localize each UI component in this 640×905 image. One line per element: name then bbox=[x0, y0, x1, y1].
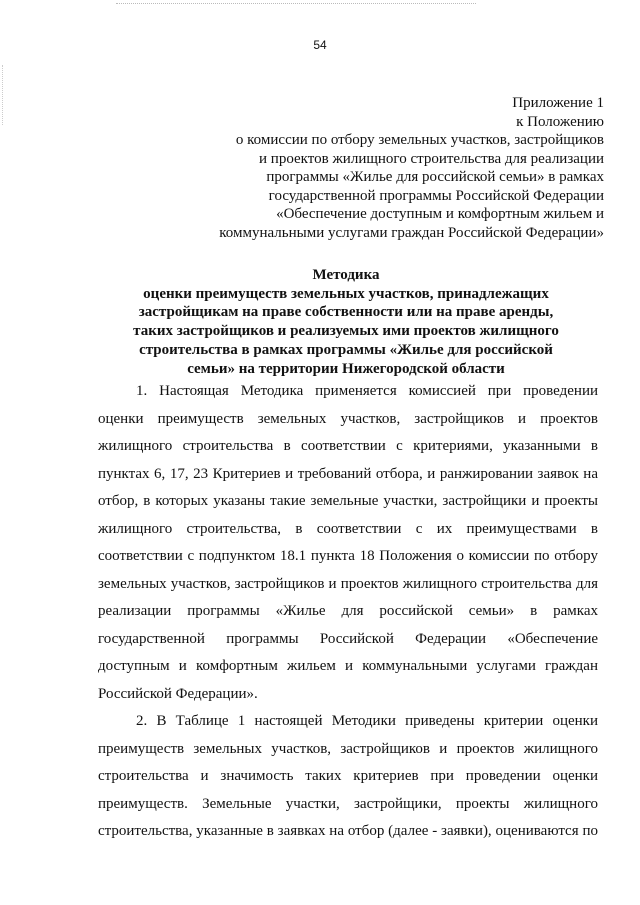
text-line: строительства и значимость таких критериев при проведении оценки bbox=[98, 768, 598, 784]
appendix-line: и проектов жилищного строительства для реализации bbox=[259, 150, 604, 167]
text-line: пунктах 6, 17, 23 Критериев и требований отбора, и ранжировании заявок на bbox=[98, 465, 598, 482]
appendix-line: Приложение 1 bbox=[512, 95, 604, 111]
appendix-header bbox=[164, 94, 604, 242]
scan-border-top bbox=[116, 3, 476, 4]
body-text bbox=[98, 378, 598, 846]
title-line: оценки преимуществ земельных участков, принадлежащих bbox=[143, 285, 549, 302]
text-line: отбор, в которых указаны такие земельные участки, застройщики и проекты bbox=[98, 493, 598, 509]
appendix-line: «Обеспечение доступным и комфортным жильем и bbox=[276, 206, 604, 222]
appendix-line: к Положению bbox=[516, 113, 604, 130]
title-line: семьи» на территории Нижегородской области bbox=[187, 360, 505, 377]
appendix-line: государственной программы Российской Федерации bbox=[268, 187, 604, 204]
text-line: соответствии с подпунктом 18.1 пункта 18 Положения о комиссии по отбору bbox=[98, 548, 598, 564]
title-line: застройщикам на праве собственности или на праве аренды, bbox=[138, 304, 554, 321]
paragraph-1 bbox=[98, 378, 598, 708]
text-line: реализации программы «Жилье для российской семьи» в рамках bbox=[98, 603, 598, 619]
text-line: жилищного строительства в соответствии с критериями, указанными в bbox=[98, 438, 598, 454]
scan-border-left bbox=[2, 65, 3, 125]
text-line: оценки преимуществ земельных участков, застройщиков и проектов bbox=[98, 410, 598, 427]
text-line: государственной программы Российской Федерации «Обеспечение bbox=[98, 630, 598, 647]
appendix-line: программы «Жилье для российской семьи» в рамках bbox=[266, 169, 604, 185]
title-line: таких застройщиков и реализуемых ими проектов жилищного bbox=[133, 323, 559, 340]
page-number: 54 bbox=[313, 38, 327, 52]
title-line: Методика bbox=[312, 267, 380, 283]
text-line: преимуществ. Земельные участки, застройщики, проекты жилищного bbox=[98, 795, 598, 812]
appendix-line: о комиссии по отбору земельных участков, застройщиков bbox=[235, 132, 604, 148]
text-line: жилищного строительства, в соответствии с их преимуществами в bbox=[98, 520, 598, 537]
title-line: строительства в рамках программы «Жилье для российской bbox=[139, 341, 553, 358]
appendix-line: коммунальными услугами граждан Российской Федерации» bbox=[219, 224, 604, 241]
paragraph-2 bbox=[98, 708, 598, 846]
text-line: преимуществ земельных участков, застройщиков и проектов жилищного bbox=[98, 740, 598, 757]
text-line: доступным и комфортным жильем и коммунальными услугами граждан bbox=[98, 658, 598, 674]
text-line: 2. В Таблице 1 настоящей Методики приведены критерии оценки bbox=[136, 713, 598, 729]
document-title bbox=[96, 266, 596, 378]
text-line: 1. Настоящая Методика применяется комиссией при проведении bbox=[136, 383, 598, 399]
text-line: земельных участков, застройщиков и проектов жилищного строительства для bbox=[98, 575, 598, 592]
text-line: строительства, указанные в заявках на отбор (далее - заявки), оцениваются по bbox=[98, 823, 598, 839]
text-line: Российской Федерации». bbox=[98, 685, 258, 702]
